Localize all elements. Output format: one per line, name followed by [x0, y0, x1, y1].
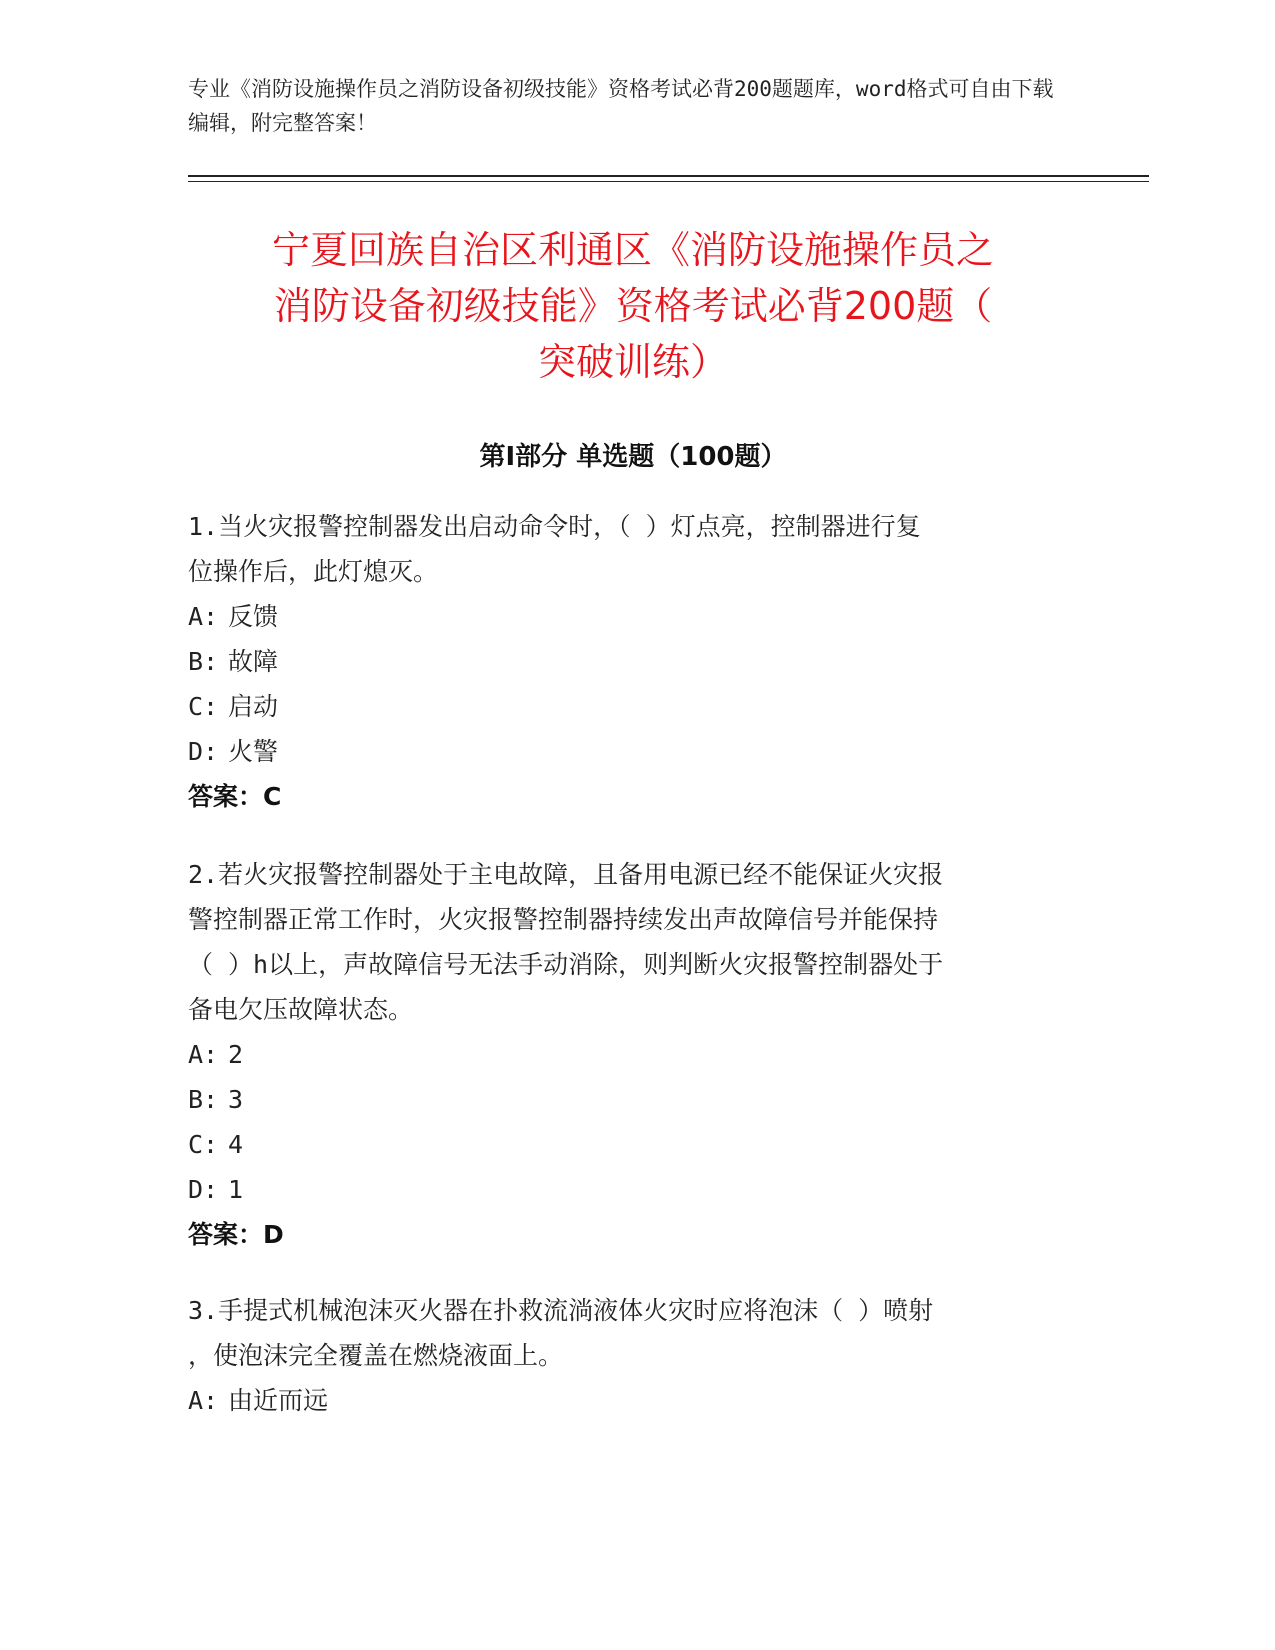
option-c	[188, 684, 1078, 729]
answer: 答案：D	[188, 1220, 284, 1249]
question-line: ，使泡沫完全覆盖在燃烧液面上。	[188, 1341, 564, 1370]
option-a	[188, 594, 1078, 639]
header-note: 专业《消防设施操作员之消防设备初级技能》资格考试必背200题题库，word格式可自由下载编辑，附完整答案！	[188, 77, 1054, 135]
question-text	[188, 852, 1078, 1032]
question-line: 备电欠压故障状态。	[188, 995, 414, 1024]
section-title: 第Ⅰ部分 单选题（100题）	[479, 442, 787, 472]
option-b	[188, 639, 1078, 684]
question-line: 3.手提式机械泡沫灭火器在扑救流淌液体火灾时应将泡沫（ ）喷射	[188, 1296, 934, 1325]
option-text: 故障	[228, 647, 279, 676]
option-key: B:	[188, 647, 219, 676]
option-key: D:	[188, 1175, 219, 1204]
question-2	[188, 852, 1078, 1257]
document-title	[188, 222, 1078, 390]
title-line: 宁夏回族自治区利通区《消防设施操作员之	[271, 228, 994, 272]
option-a	[188, 1032, 1078, 1077]
option-key: C:	[188, 1130, 219, 1159]
option-d	[188, 1167, 1078, 1212]
question-3	[188, 1288, 1078, 1423]
question-1	[188, 504, 1078, 819]
option-key: A:	[188, 602, 219, 631]
option-key: B:	[188, 1085, 219, 1114]
answer: 答案：C	[188, 782, 282, 811]
header-divider-thin	[188, 181, 1149, 182]
question-line: 1.当火灾报警控制器发出启动命令时，（ ）灯点亮，控制器进行复	[188, 512, 921, 541]
option-key: C:	[188, 692, 219, 721]
option-text: 火警	[228, 737, 279, 766]
question-line: 警控制器正常工作时，火灾报警控制器持续发出声故障信号并能保持	[188, 905, 939, 934]
question-line: （ ）h以上，声故障信号无法手动消除，则判断火灾报警控制器处于	[188, 950, 944, 979]
option-text: 由近而远	[228, 1386, 329, 1415]
title-line: 消防设备初级技能》资格考试必背200题（	[273, 284, 993, 328]
option-b	[188, 1077, 1078, 1122]
option-text: 3	[228, 1085, 244, 1114]
option-text: 启动	[228, 692, 279, 721]
question-line: 2.若火灾报警控制器处于主电故障，且备用电源已经不能保证火灾报	[188, 860, 944, 889]
option-text: 4	[228, 1130, 244, 1159]
option-key: D:	[188, 737, 219, 766]
question-line: 位操作后，此灯熄灭。	[188, 557, 439, 586]
option-key: A:	[188, 1386, 219, 1415]
question-text	[188, 1288, 1078, 1378]
header-divider-thick	[188, 175, 1149, 177]
title-line: 突破训练）	[537, 340, 728, 384]
option-text: 反馈	[228, 602, 279, 631]
option-text: 1	[228, 1175, 244, 1204]
option-d	[188, 729, 1078, 774]
option-text: 2	[228, 1040, 244, 1069]
question-text	[188, 504, 1078, 594]
option-key: A:	[188, 1040, 219, 1069]
option-c	[188, 1122, 1078, 1167]
option-a	[188, 1378, 1078, 1423]
